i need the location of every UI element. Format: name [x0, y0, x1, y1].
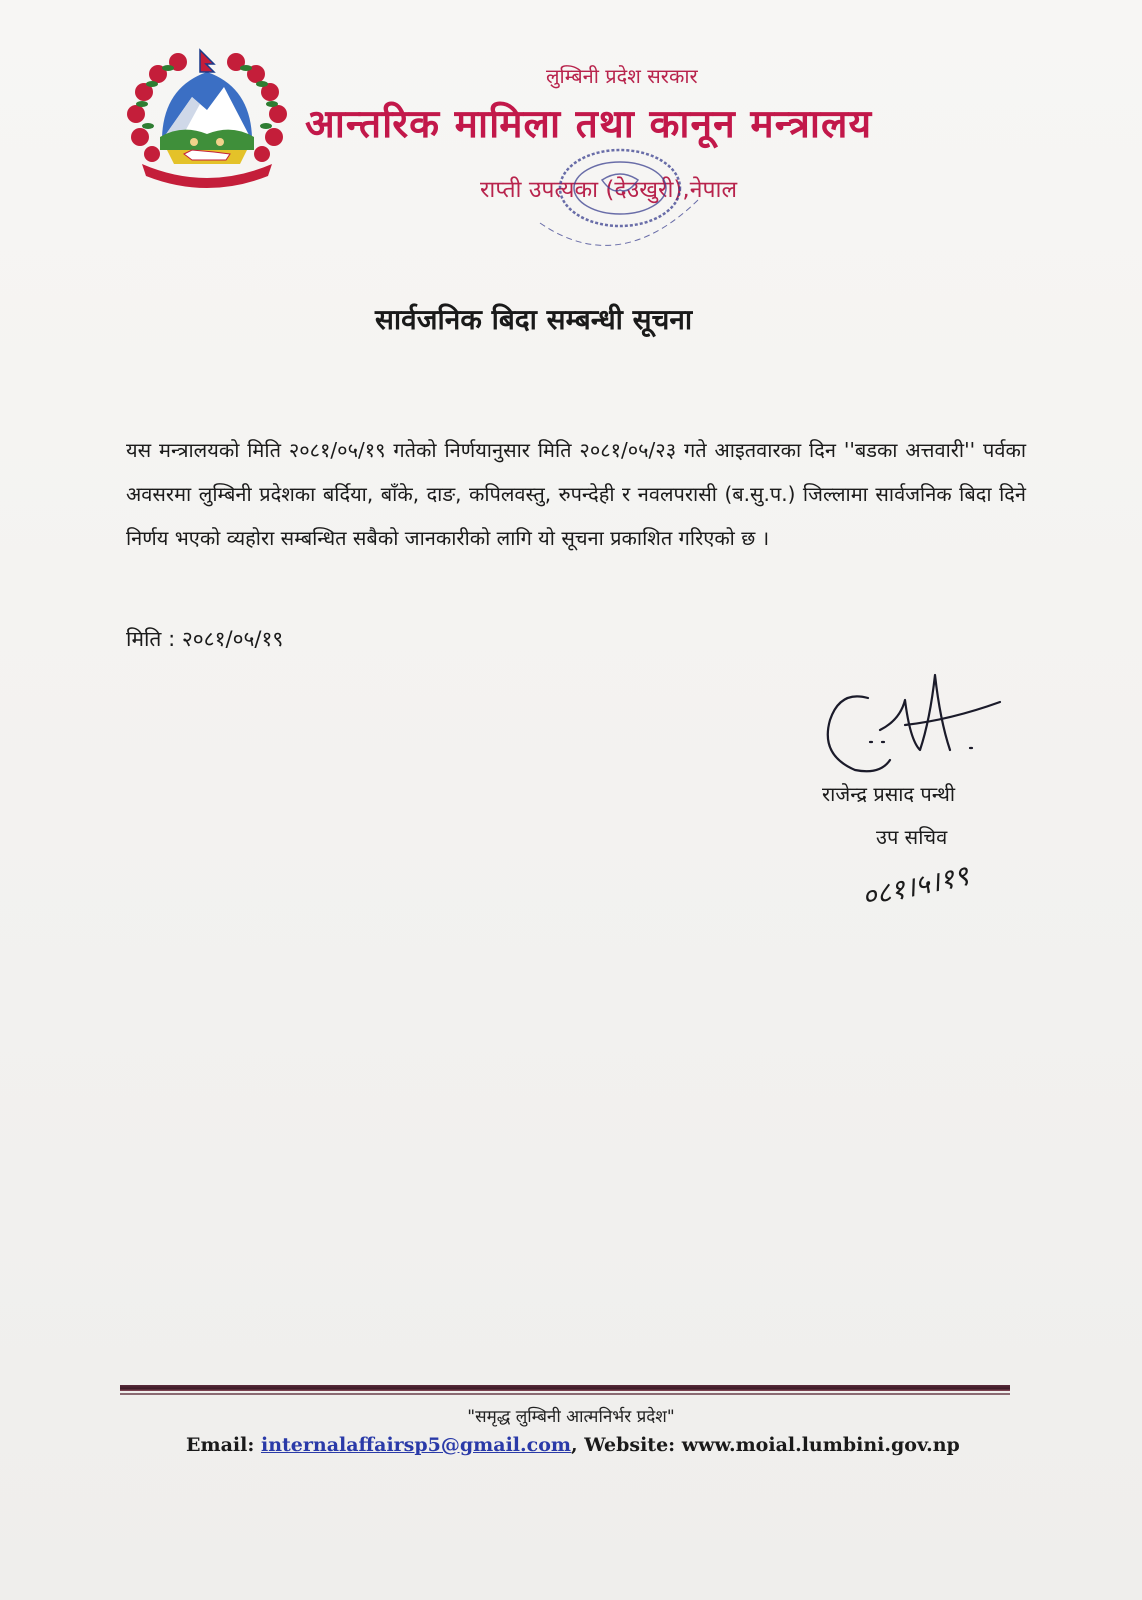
- footer-divider-thin: [120, 1393, 1010, 1395]
- notice-title: सार्वजनिक बिदा सम्बन्धी सूचना: [375, 303, 693, 336]
- notice-date: मिति : २०८१/०५/१९: [126, 627, 284, 651]
- email-link[interactable]: internalaffairsp5@gmail.com: [260, 1434, 571, 1456]
- handwritten-date: ०८१।५।१९: [858, 858, 972, 914]
- notice-body: यस मन्त्रालयको मिति २०८१/०५/१९ गतेको निर्णयानुसार मिति २०८१/०५/२३ गते आइतवारका दिन ''बडका अत्तवारी'' पर्वका अवसरमा लुम्बिनी प्रदेशका बर्दिया, बाँके, दाङ, कपिलवस्तु, रुपन्देही र नवलपरासी (ब.सु.प.) जिल्लामा सार्वजनिक बिदा दिने निर्णय भएको व्यहोरा सम्बन्धित सबैको जानकारीको लागि यो सूचना प्रकाशित गरिएको छ ।: [126, 438, 1026, 550]
- signatory-title: उप सचिव: [876, 825, 948, 849]
- website-label: , Website:: [570, 1434, 676, 1456]
- footer-slogan: "समृद्ध लुम्बिनी आत्मनिर्भर प्रदेश": [467, 1407, 675, 1427]
- footer-divider: [120, 1385, 1010, 1391]
- website-link[interactable]: www.moial.lumbini.gov.np: [681, 1434, 960, 1456]
- email-label: Email:: [186, 1434, 255, 1456]
- footer-contact: [186, 1434, 960, 1456]
- ministry-location: राप्ती उपत्यका (देउखुरी),नेपाल: [480, 177, 738, 203]
- nepal-emblem-icon: [122, 42, 292, 192]
- signatory-name: राजेन्द्र प्रसाद पन्थी: [822, 782, 956, 806]
- signature-icon: [810, 660, 1020, 780]
- government-name: लुम्बिनी प्रदेश सरकार: [546, 64, 698, 88]
- official-stamp-icon: [520, 128, 720, 278]
- ministry-name: आन्तरिक मामिला तथा कानून मन्त्रालय: [305, 102, 873, 147]
